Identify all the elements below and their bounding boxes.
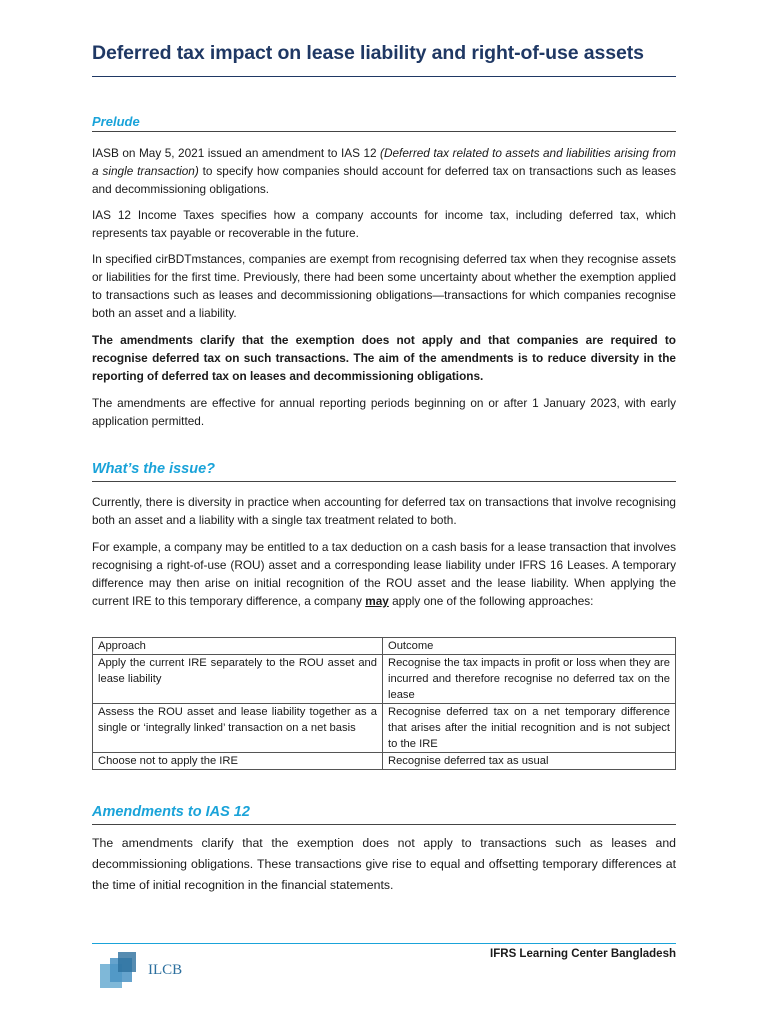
table-header-outcome: Outcome	[383, 638, 676, 655]
title-divider	[92, 76, 676, 77]
table-cell: Recognise the tax impacts in profit or loss when they are incurred and therefore recognise no deferred tax on the lease	[383, 655, 676, 704]
footer-divider	[92, 943, 676, 944]
table-cell: Recognise deferred tax on a net temporary difference that arises after the initial recognition and is not subject to the IRE	[383, 704, 676, 753]
logo-square-front	[118, 952, 136, 972]
issue-heading-text: What’s the issue?	[92, 461, 216, 477]
section-prelude-heading	[92, 114, 676, 132]
issue-paragraph-1: Currently, there is diversity in practice when accounting for deferred tax on transactions that involve recognising both an asset and a liability with a single tax treatment related to both.	[92, 495, 676, 527]
logo-text: ILCB	[148, 962, 183, 978]
table-header-approach: Approach	[93, 638, 383, 655]
table-row	[93, 704, 676, 753]
table-cell: Apply the current IRE separately to the ROU asset and lease liability	[93, 655, 383, 704]
prelude-heading-text: Prelude	[92, 114, 140, 129]
table-cell: Recognise deferred tax as usual	[383, 753, 676, 770]
section-issue-heading	[92, 461, 676, 482]
prelude-paragraph-3: In specified cirBDTmstances, companies are exempt from recognising deferred tax when they recognise assets or liabilities for the first time. Previously, there had been some uncertainty about whether the exemption applied to transactions such as leases and decommissioning obligations—transactions for which companies recognise both an asset and a liability.	[92, 252, 676, 320]
page-title: Deferred tax impact on lease liability and right-of-use assets	[92, 42, 644, 64]
table-cell: Choose not to apply the IRE	[93, 753, 383, 770]
table-row	[93, 753, 676, 770]
prelude-paragraph-5: The amendments are effective for annual reporting periods beginning on or after 1 January 2023, with early application permitted.	[92, 396, 676, 428]
issue-paragraph-2: For example, a company may be entitled to a tax deduction on a cash basis for a lease transaction that involves recognising a right-of-use (ROU) asset and a corresponding lease liability under IFRS 16 Leases. A temporary difference may then arise on initial recognition of the ROU asset and the lease liability. When applying the current IRE to this temporary difference, a company may apply one of the following approaches:	[92, 540, 677, 608]
table-header-row	[93, 638, 676, 655]
approach-table	[92, 637, 676, 770]
amendments-paragraph-1: The amendments clarify that the exemption does not apply to transactions such as leases and decommissioning obligations. These transactions give rise to equal and offsetting temporary differences at the time of initial recognition in the financial statements.	[92, 836, 676, 892]
amendments-heading-text: Amendments to IAS 12	[92, 804, 250, 820]
prelude-paragraph-2: IAS 12 Income Taxes specifies how a company accounts for income tax, including deferred tax, which represents tax payable or recoverable in the future.	[92, 208, 676, 240]
footer-org-name: IFRS Learning Center Bangladesh	[490, 948, 676, 960]
prelude-paragraph-4: The amendments clarify that the exemption does not apply and that companies are required to recognise deferred tax on such transactions. The aim of the amendments is to reduce diversity in the reporting of deferred tax on leases and decommissioning obligations.	[92, 333, 676, 383]
section-amendments-heading	[92, 804, 676, 825]
table-cell: Assess the ROU asset and lease liability together as a single or ‘integrally linked’ transaction on a net basis	[93, 704, 383, 753]
table-row	[93, 655, 676, 704]
prelude-paragraph-1: IASB on May 5, 2021 issued an amendment to IAS 12 (Deferred tax related to assets and liabilities arising from a single transaction) to specify how companies should account for deferred tax on transactions such as leases and decommissioning obligations.	[92, 146, 677, 196]
